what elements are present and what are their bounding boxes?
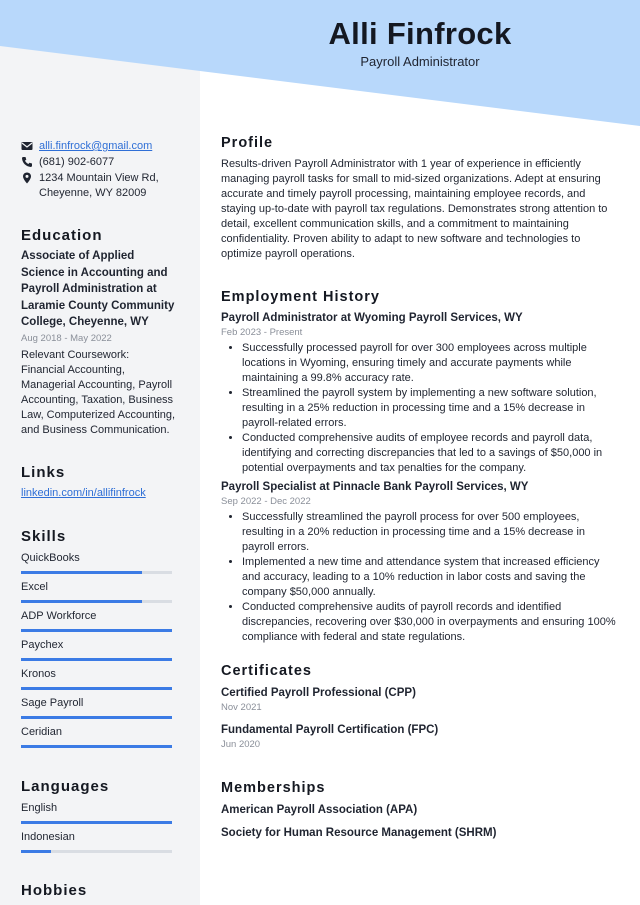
language-item-name: English <box>21 802 58 814</box>
certificates-section <box>221 664 616 752</box>
skill-item-level-bar <box>21 629 172 632</box>
contact-phone-row <box>21 155 176 170</box>
skill-item-level-fill <box>21 716 172 719</box>
job-bullets <box>221 341 616 476</box>
skill-item <box>21 725 176 748</box>
certificate-date: Jun 2020 <box>221 739 261 750</box>
hobbies-heading: Hobbies <box>21 882 88 899</box>
certificate-item <box>221 685 616 715</box>
language-item-level-fill <box>21 821 172 824</box>
job-title: Payroll Administrator at Wyoming Payroll Services, WY <box>221 312 523 324</box>
education-heading: Education <box>21 227 103 244</box>
candidate-job-title: Payroll Administrator <box>360 54 480 69</box>
phone-icon <box>21 156 33 168</box>
job-dates: Feb 2023 - Present <box>221 327 303 338</box>
skill-item-level-fill <box>21 745 172 748</box>
skill-item <box>21 638 176 661</box>
certificate-title: Fundamental Payroll Certification (FPC) <box>221 724 439 736</box>
skill-item-level-bar <box>21 600 172 603</box>
education-section <box>21 228 176 438</box>
skill-item-level-fill <box>21 600 142 603</box>
job-title: Payroll Specialist at Pinnacle Bank Payroll Services, WY <box>221 481 529 493</box>
contact-section <box>21 139 176 202</box>
skills-list <box>21 551 176 748</box>
skill-item-level-fill <box>21 687 172 690</box>
skill-item-level-fill <box>21 658 172 661</box>
certificate-title: Certified Payroll Professional (CPP) <box>221 687 416 699</box>
job-entry <box>221 311 616 476</box>
job-bullet: • Conducted comprehensive audits of payroll records and identified discrepancies, recovering over $30,000 in overpayments and ensuring 100% compliance with federal and state regulations. <box>242 600 616 645</box>
skill-item <box>21 609 176 632</box>
job-entry <box>221 480 616 645</box>
memberships-heading: Memberships <box>221 780 326 796</box>
address-line-1: 1234 Mountain View Rd, <box>39 172 159 184</box>
skill-item-name: Sage Payroll <box>21 697 84 709</box>
skill-item-name: QuickBooks <box>21 552 80 564</box>
languages-section <box>21 779 176 859</box>
education-description: Relevant Coursework: Financial Accounting, Managerial Accounting, Payroll Accounting, Taxation, Business Law, Computerized Accounting, and Business Communication. <box>21 348 176 436</box>
profile-text: Results-driven Payroll Administrator with 1 year of experience in efficiently managing payroll tasks for small to mid-sized organizations. Adept at ensuring accurate and timely payroll processing, maintaining employee records, and staying up-to-date with payroll tax regulations. Demonstrates strong attention to detail, excellent communication skills, and a commitment to maintaining confidentiality. Proven ability to adapt to new software and technologies to optimize payroll operations. <box>221 158 608 260</box>
mail-icon <box>21 140 33 152</box>
job-bullet: • Streamlined the payroll system by implementing a new software solution, resulting in a 25% reduction in processing time and a 15% decrease in payroll-related errors. <box>242 386 616 431</box>
employment-section <box>221 290 616 649</box>
job-bullet: • Successfully streamlined the payroll process for over 500 employees, resulting in a 20% reduction in processing time and a 15% decrease in payroll errors. <box>242 510 616 555</box>
job-bullet: • Successfully processed payroll for over 300 employees across multiple locations in Wyoming, ensuring timely and accurate payments while maintaining a 99.8% accuracy rate. <box>242 341 616 386</box>
links-heading: Links <box>21 464 66 481</box>
skill-item-level-bar <box>21 571 172 574</box>
skill-item-name: Ceridian <box>21 726 62 738</box>
contact-phone: (681) 902-6077 <box>39 156 115 168</box>
jobs-list <box>221 311 616 645</box>
language-item <box>21 801 176 824</box>
skill-item <box>21 580 176 603</box>
sidebar-background <box>0 0 200 905</box>
skill-item-level-bar <box>21 716 172 719</box>
links-section <box>21 465 176 501</box>
job-bullet: • Conducted comprehensive audits of employee records and payroll data, identifying and correcting discrepancies that led to a savings of $50,000 in potential overpayments and tax penalties for the company. <box>242 431 616 476</box>
certificate-date: Nov 2021 <box>221 702 262 713</box>
linkedin-link[interactable]: linkedin.com/in/allifinfrock <box>21 487 146 499</box>
certificates-heading: Certificates <box>221 663 312 679</box>
skill-item-name: ADP Workforce <box>21 610 97 622</box>
languages-list <box>21 801 176 853</box>
contact-email-link[interactable]: alli.finfrock@gmail.com <box>39 140 153 152</box>
skill-item <box>21 551 176 574</box>
profile-heading: Profile <box>221 135 274 151</box>
skill-item-level-fill <box>21 629 172 632</box>
education-degree: Associate of Applied Science in Accounting and Payroll Administration at Laramie County Community College, Cheyenne, WY <box>21 250 175 328</box>
employment-heading: Employment History <box>221 289 380 305</box>
job-bullets <box>221 510 616 645</box>
candidate-name: Alli Finfrock <box>328 16 512 51</box>
skill-item-name: Excel <box>21 581 48 593</box>
skill-item <box>21 667 176 690</box>
skill-item-name: Kronos <box>21 668 56 680</box>
language-item-level-fill <box>21 850 51 853</box>
job-dates: Sep 2022 - Dec 2022 <box>221 496 311 507</box>
contact-address-row <box>21 171 176 201</box>
education-dates: Aug 2018 - May 2022 <box>21 332 112 344</box>
address-line-2: Cheyenne, WY 82009 <box>39 187 147 199</box>
location-pin-icon <box>21 172 33 184</box>
languages-heading: Languages <box>21 778 110 795</box>
language-item-level-bar <box>21 850 172 853</box>
language-item-level-bar <box>21 821 172 824</box>
language-item-name: Indonesian <box>21 831 75 843</box>
contact-address <box>39 171 159 201</box>
membership-item: American Payroll Association (APA) <box>221 804 418 816</box>
skill-item-level-bar <box>21 745 172 748</box>
job-bullet: • Implemented a new time and attendance system that increased efficiency and accuracy, leading to a 10% reduction in labor costs and saving the company $50,000 annually. <box>242 555 616 600</box>
profile-section <box>221 136 616 262</box>
hobbies-section <box>21 883 176 898</box>
skills-heading: Skills <box>21 528 67 545</box>
skill-item-level-bar <box>21 687 172 690</box>
skill-item <box>21 696 176 719</box>
skill-item-name: Paychex <box>21 639 64 651</box>
skill-item-level-fill <box>21 571 142 574</box>
contact-email-row <box>21 139 176 154</box>
certificate-item <box>221 722 616 752</box>
skills-section <box>21 529 176 754</box>
language-item <box>21 830 176 853</box>
memberships-section <box>221 781 616 848</box>
membership-item: Society for Human Resource Management (SHRM) <box>221 827 497 839</box>
skill-item-level-bar <box>21 658 172 661</box>
